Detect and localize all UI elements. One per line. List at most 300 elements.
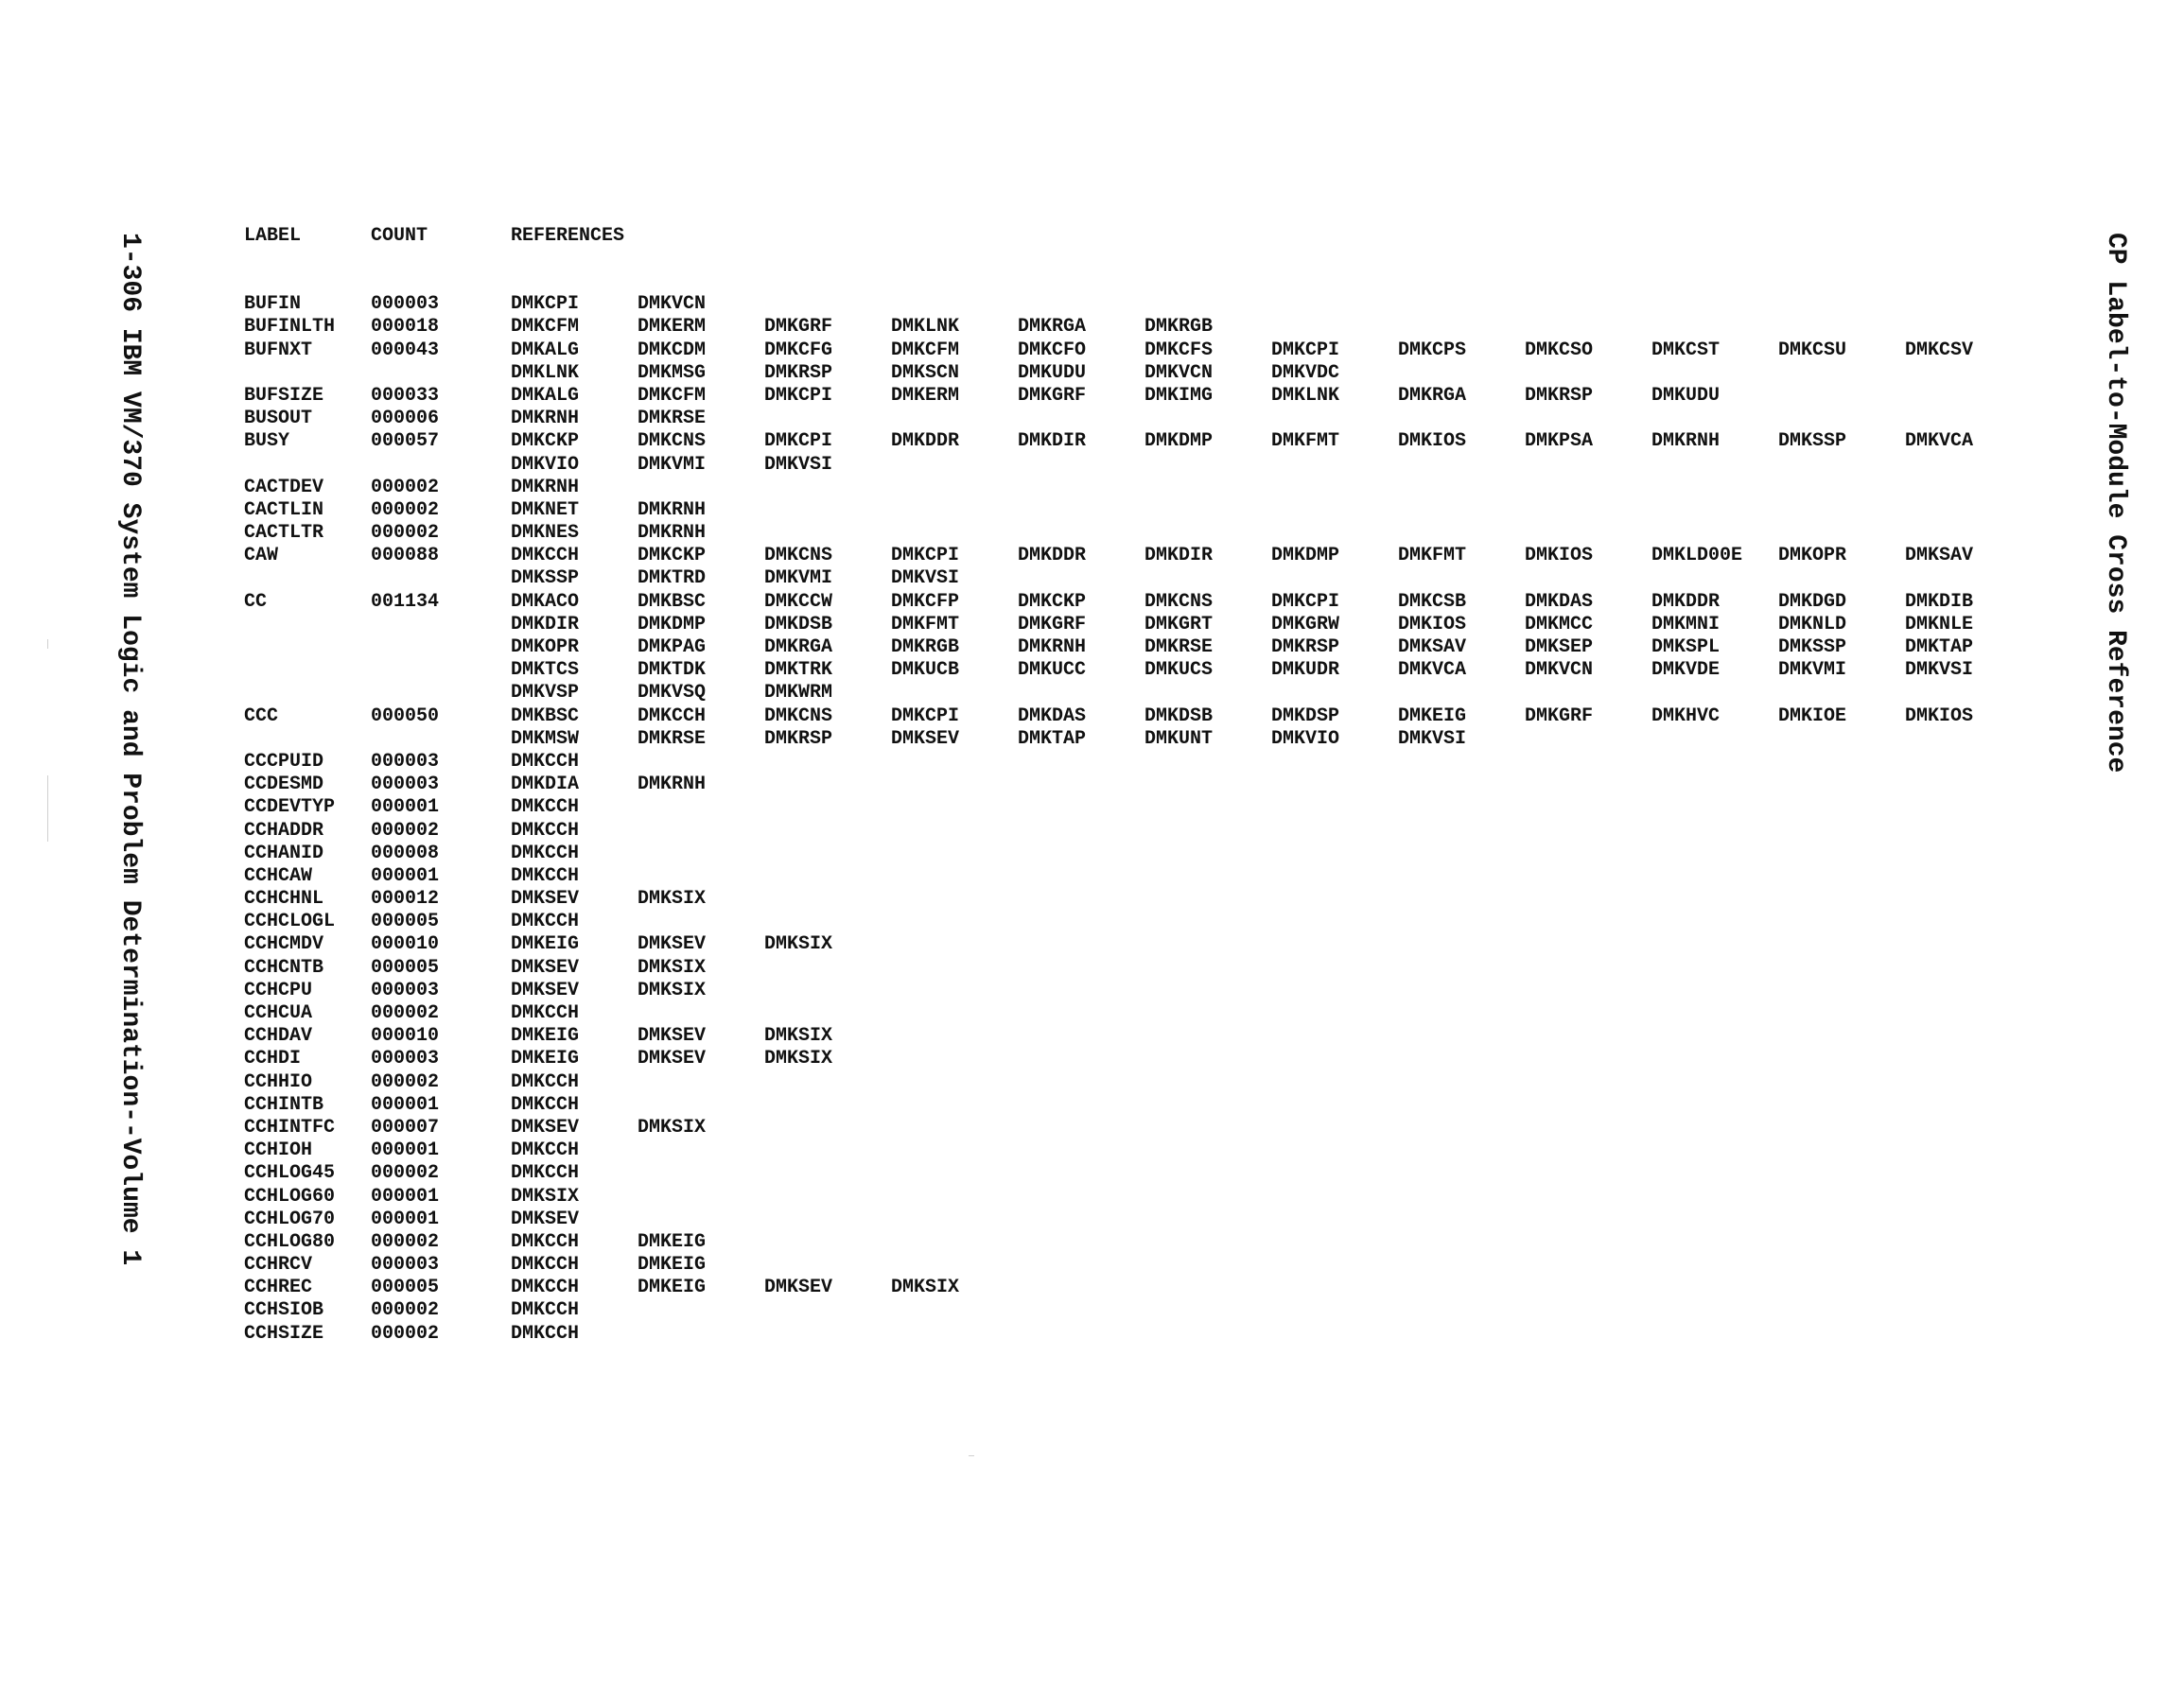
module-reference: DMKSIX xyxy=(638,1116,707,1139)
references-cell xyxy=(511,1094,638,1117)
references-cell xyxy=(511,316,1271,339)
label-cell: CCHSIOB xyxy=(244,1299,324,1322)
references-cell xyxy=(511,659,2032,682)
module-reference: DMKVSI xyxy=(891,567,960,590)
module-reference: DMKSIX xyxy=(638,888,707,911)
module-reference: DMKMSW xyxy=(511,727,580,750)
table-row xyxy=(244,1231,2032,1254)
module-reference: DMKMCC xyxy=(1525,613,1594,635)
label-cell: CCHRCV xyxy=(244,1254,313,1277)
module-reference: DMKEIG xyxy=(511,933,580,956)
module-reference: DMKCKP xyxy=(1018,590,1087,613)
table-row xyxy=(244,1209,2032,1231)
module-reference: DMKCSU xyxy=(1778,339,1847,361)
module-reference: DMKRNH xyxy=(1651,430,1721,453)
module-reference: DMKRNH xyxy=(511,476,580,498)
module-reference: DMKALG xyxy=(511,384,580,407)
references-cell xyxy=(511,1323,638,1346)
references-cell xyxy=(511,1117,764,1139)
module-reference: DMKGRF xyxy=(764,316,833,339)
module-reference: DMKSIX xyxy=(638,956,707,979)
label-column-header: LABEL xyxy=(244,225,302,247)
module-reference: DMKFMT xyxy=(1271,430,1340,453)
references-cell xyxy=(511,1048,891,1070)
references-cell xyxy=(511,1139,638,1162)
label-cell: BUFIN xyxy=(244,293,302,316)
table-row xyxy=(244,591,2032,614)
module-reference: DMKCNS xyxy=(764,704,833,727)
label-cell: CCHADDR xyxy=(244,819,324,842)
count-cell xyxy=(371,636,511,659)
label-cell: CCHHIO xyxy=(244,1070,313,1093)
module-reference: DMKSIX xyxy=(638,979,707,1001)
count-cell: 000003 xyxy=(371,1048,440,1070)
module-reference: DMKSEV xyxy=(511,1116,580,1139)
module-reference: DMKCDM xyxy=(638,339,707,361)
module-reference: DMKEIG xyxy=(638,1277,707,1299)
table-row xyxy=(244,408,2032,430)
module-reference: DMKEIG xyxy=(511,1025,580,1048)
module-reference: DMKGRT xyxy=(1144,613,1214,635)
count-cell xyxy=(371,567,511,590)
module-reference: DMKSSP xyxy=(1778,430,1847,453)
module-reference: DMKCPI xyxy=(764,430,833,453)
label-cell: BUFNXT xyxy=(244,339,313,361)
module-reference: DMKDIR xyxy=(511,613,580,635)
module-reference: DMKRGA xyxy=(1398,384,1467,407)
module-reference: DMKNLE xyxy=(1905,613,1974,635)
table-row xyxy=(244,682,2032,704)
module-reference: DMKCFM xyxy=(638,384,707,407)
module-reference: DMKSIX xyxy=(764,1048,833,1070)
module-reference: DMKDGD xyxy=(1778,590,1847,613)
module-reference: DMKSAV xyxy=(1905,545,1974,567)
module-reference: DMKTAP xyxy=(1018,727,1087,750)
label-cell: BUSY xyxy=(244,430,290,453)
label-cell xyxy=(244,567,371,590)
table-row xyxy=(244,1299,2032,1322)
label-cell: CACTLIN xyxy=(244,498,324,521)
module-reference: DMKNLD xyxy=(1778,613,1847,635)
module-reference: DMKSSP xyxy=(1778,636,1847,658)
count-cell: 000005 xyxy=(371,911,440,933)
module-reference: DMKCNS xyxy=(764,545,833,567)
module-reference: DMKDIB xyxy=(1905,590,1974,613)
references-cell xyxy=(511,362,1398,385)
references-cell xyxy=(511,1162,638,1185)
count-cell: 000018 xyxy=(371,316,440,339)
module-reference: DMKSEV xyxy=(511,979,580,1001)
module-reference: DMKCKP xyxy=(638,545,707,567)
module-reference: DMKCSO xyxy=(1525,339,1594,361)
module-reference: DMKTRK xyxy=(764,659,833,682)
module-reference: DMKRSP xyxy=(1525,384,1594,407)
module-reference: DMKSAV xyxy=(1398,636,1467,658)
module-reference: DMKACO xyxy=(511,590,580,613)
module-reference: DMKDMP xyxy=(638,613,707,635)
module-reference: DMKCCH xyxy=(511,1093,580,1116)
module-reference: DMKCFO xyxy=(1018,339,1087,361)
module-reference: DMKVMI xyxy=(764,567,833,590)
module-reference: DMKRNH xyxy=(511,408,580,430)
count-cell: 000005 xyxy=(371,956,440,979)
count-cell: 000001 xyxy=(371,1208,440,1230)
module-reference: DMKVDC xyxy=(1271,361,1340,384)
module-reference: DMKEIG xyxy=(511,1048,580,1070)
module-reference: DMKCCH xyxy=(511,1139,580,1162)
module-reference: DMKDDR xyxy=(891,430,960,453)
table-row xyxy=(244,522,2032,545)
count-cell: 000002 xyxy=(371,498,440,521)
count-cell: 000003 xyxy=(371,293,440,316)
count-cell: 000001 xyxy=(371,864,440,887)
module-reference: DMKCFM xyxy=(511,316,580,339)
count-cell: 000008 xyxy=(371,842,440,864)
table-row xyxy=(244,614,2032,636)
label-cell: CCHDI xyxy=(244,1048,302,1070)
table-row xyxy=(244,1254,2032,1277)
module-reference: DMKSEV xyxy=(638,1048,707,1070)
count-cell: 000002 xyxy=(371,1322,440,1345)
module-reference: DMKCCH xyxy=(511,1277,580,1299)
table-row xyxy=(244,316,2032,339)
references-cell xyxy=(511,1025,891,1048)
references-cell xyxy=(511,614,2032,636)
module-reference: DMKCFS xyxy=(1144,339,1214,361)
module-reference: DMKRSP xyxy=(1271,636,1340,658)
module-reference: DMKSIX xyxy=(764,1025,833,1048)
table-row xyxy=(244,477,2032,499)
label-cell xyxy=(244,728,371,751)
table-row xyxy=(244,865,2032,888)
table-row xyxy=(244,339,2032,362)
module-reference: DMKIMG xyxy=(1144,384,1214,407)
references-cell xyxy=(511,430,2032,453)
module-reference: DMKSEV xyxy=(891,727,960,750)
module-reference: DMKRGB xyxy=(1144,316,1214,339)
module-reference: DMKSSP xyxy=(511,567,580,590)
table-row xyxy=(244,980,2032,1002)
module-reference: DMKCCH xyxy=(511,1254,580,1277)
module-reference: DMKCNS xyxy=(1144,590,1214,613)
module-reference: DMKRSE xyxy=(1144,636,1214,658)
references-cell xyxy=(511,774,764,796)
module-reference: DMKRNH xyxy=(638,498,707,521)
module-reference: DMKCCH xyxy=(638,704,707,727)
module-reference: DMKSEV xyxy=(511,956,580,979)
count-cell: 000007 xyxy=(371,1116,440,1139)
label-cell: CCHANID xyxy=(244,842,324,864)
module-reference: DMKDAS xyxy=(1018,704,1087,727)
count-column-header: COUNT xyxy=(371,225,428,247)
module-reference: DMKIOE xyxy=(1778,704,1847,727)
label-cell xyxy=(244,636,371,659)
references-cell xyxy=(511,408,764,430)
cross-reference-table xyxy=(244,225,2032,1346)
module-reference: DMKVSI xyxy=(764,453,833,476)
label-cell: CCHIOH xyxy=(244,1139,313,1162)
count-cell: 000001 xyxy=(371,1185,440,1208)
module-reference: DMKVMI xyxy=(638,453,707,476)
label-cell: CCHLOG70 xyxy=(244,1208,336,1230)
module-reference: DMKUDR xyxy=(1271,659,1340,682)
module-reference: DMKUCS xyxy=(1144,659,1214,682)
module-reference: DMKCSB xyxy=(1398,590,1467,613)
label-cell: BUSOUT xyxy=(244,408,313,430)
table-row xyxy=(244,843,2032,865)
references-cell xyxy=(511,1254,764,1277)
references-cell xyxy=(511,1002,638,1025)
module-reference: DMKIOS xyxy=(1398,430,1467,453)
references-cell xyxy=(511,339,2032,362)
module-reference: DMKERM xyxy=(891,384,960,407)
label-cell: CC xyxy=(244,590,268,613)
table-row xyxy=(244,728,2032,751)
count-cell: 000002 xyxy=(371,522,440,545)
label-cell xyxy=(244,362,371,385)
module-reference: DMKCCH xyxy=(511,819,580,842)
references-cell xyxy=(511,865,638,888)
module-reference: DMKALG xyxy=(511,339,580,361)
count-cell: 000001 xyxy=(371,1093,440,1116)
table-row xyxy=(244,1186,2032,1209)
label-cell: CCDESMD xyxy=(244,774,324,796)
table-row xyxy=(244,636,2032,659)
module-reference: DMKDDR xyxy=(1651,590,1721,613)
module-reference: DMKRSP xyxy=(764,727,833,750)
module-reference: DMKVCN xyxy=(638,293,707,316)
table-row xyxy=(244,888,2032,911)
module-reference: DMKLNK xyxy=(1271,384,1340,407)
count-cell: 000012 xyxy=(371,888,440,911)
references-cell xyxy=(511,957,764,980)
module-reference: DMKTAP xyxy=(1905,636,1974,658)
module-reference: DMKTRD xyxy=(638,567,707,590)
references-cell xyxy=(511,567,1018,590)
module-reference: DMKLNK xyxy=(511,361,580,384)
count-cell: 000002 xyxy=(371,1299,440,1322)
module-reference: DMKBSC xyxy=(511,704,580,727)
label-cell: CACTDEV xyxy=(244,476,324,498)
label-cell: CCHDAV xyxy=(244,1025,313,1048)
module-reference: DMKCCH xyxy=(511,1299,580,1322)
module-reference: DMKSCN xyxy=(891,361,960,384)
module-reference: DMKVSI xyxy=(1398,727,1467,750)
module-reference: DMKCFM xyxy=(891,339,960,361)
table-row xyxy=(244,1139,2032,1162)
module-reference: DMKCSV xyxy=(1905,339,1974,361)
count-cell xyxy=(371,454,511,477)
label-cell: CCHSIZE xyxy=(244,1322,324,1345)
module-reference: DMKGRW xyxy=(1271,613,1340,635)
module-reference: DMKGRF xyxy=(1018,384,1087,407)
label-cell: CCHLOG80 xyxy=(244,1230,336,1253)
references-cell xyxy=(511,522,764,545)
module-reference: DMKCPI xyxy=(891,545,960,567)
module-reference: DMKCCH xyxy=(511,750,580,773)
references-cell xyxy=(511,499,764,522)
count-cell: 000010 xyxy=(371,933,440,956)
label-cell: BUFINLTH xyxy=(244,316,336,339)
module-reference: DMKRSP xyxy=(764,361,833,384)
module-reference: DMKTCS xyxy=(511,659,580,682)
module-reference: DMKDMP xyxy=(1144,430,1214,453)
module-reference: DMKUCC xyxy=(1018,659,1087,682)
label-cell: CCHCMDV xyxy=(244,933,324,956)
label-cell: CAW xyxy=(244,545,279,567)
module-reference: DMKCPI xyxy=(1271,590,1340,613)
module-reference: DMKVSP xyxy=(511,682,580,704)
count-cell: 000002 xyxy=(371,1002,440,1024)
label-cell xyxy=(244,454,371,477)
module-reference: DMKCST xyxy=(1651,339,1721,361)
references-cell xyxy=(511,980,764,1002)
module-reference: DMKDDR xyxy=(1018,545,1087,567)
module-reference: DMKHVC xyxy=(1651,704,1721,727)
table-row xyxy=(244,933,2032,956)
module-reference: DMKCCH xyxy=(511,1322,580,1345)
scan-speck xyxy=(969,1455,974,1456)
module-reference: DMKCPI xyxy=(764,384,833,407)
module-reference: DMKCPI xyxy=(511,293,580,316)
module-reference: DMKCCH xyxy=(511,545,580,567)
count-cell xyxy=(371,682,511,704)
module-reference: DMKCCH xyxy=(511,842,580,864)
module-reference: DMKGRF xyxy=(1525,704,1594,727)
count-cell: 000088 xyxy=(371,545,440,567)
table-row xyxy=(244,911,2032,933)
module-reference: DMKOPR xyxy=(511,636,580,658)
module-reference: DMKEIG xyxy=(638,1254,707,1277)
table-row xyxy=(244,1094,2032,1117)
label-cell: CCHREC xyxy=(244,1277,313,1299)
left-running-header: 1-306 IBM VM/370 System Logic and Problem Determination--Volume 1 xyxy=(115,233,145,1266)
label-cell: BUFSIZE xyxy=(244,384,324,407)
references-cell xyxy=(511,454,891,477)
module-reference: DMKSIX xyxy=(764,933,833,956)
label-cell: CCHCNTB xyxy=(244,956,324,979)
count-cell: 000006 xyxy=(371,408,440,430)
module-reference: DMKCCH xyxy=(511,911,580,933)
table-row xyxy=(244,1002,2032,1025)
module-reference: DMKLD00E xyxy=(1651,545,1743,567)
module-reference: DMKDIR xyxy=(1018,430,1087,453)
references-cell xyxy=(511,888,764,911)
count-cell: 000002 xyxy=(371,476,440,498)
module-reference: DMKNES xyxy=(511,522,580,545)
module-reference: DMKPSA xyxy=(1525,430,1594,453)
module-reference: DMKCCH xyxy=(511,1070,580,1093)
references-cell xyxy=(511,545,2032,567)
module-reference: DMKCCH xyxy=(511,864,580,887)
module-reference: DMKSIX xyxy=(891,1277,960,1299)
label-cell xyxy=(244,659,371,682)
count-cell: 000043 xyxy=(371,339,440,361)
table-row xyxy=(244,796,2032,819)
count-cell: 000002 xyxy=(371,1070,440,1093)
module-reference: DMKPAG xyxy=(638,636,707,658)
module-reference: DMKDSP xyxy=(1271,704,1340,727)
module-reference: DMKVCN xyxy=(1525,659,1594,682)
module-reference: DMKLNK xyxy=(891,316,960,339)
module-reference: DMKVCA xyxy=(1398,659,1467,682)
table-row xyxy=(244,454,2032,477)
table-row xyxy=(244,430,2032,453)
module-reference: DMKNET xyxy=(511,498,580,521)
table-row xyxy=(244,1048,2032,1070)
module-reference: DMKMSG xyxy=(638,361,707,384)
module-reference: DMKFMT xyxy=(1398,545,1467,567)
module-reference: DMKVCA xyxy=(1905,430,1974,453)
label-cell: CCHLOG60 xyxy=(244,1185,336,1208)
count-cell xyxy=(371,614,511,636)
module-reference: DMKOPR xyxy=(1778,545,1847,567)
module-reference: DMKSIX xyxy=(511,1185,580,1208)
label-cell xyxy=(244,614,371,636)
table-row xyxy=(244,362,2032,385)
module-reference: DMKRSE xyxy=(638,727,707,750)
module-reference: DMKRGA xyxy=(1018,316,1087,339)
module-reference: DMKUDU xyxy=(1651,384,1721,407)
label-cell: CACTLTR xyxy=(244,522,324,545)
count-cell: 000001 xyxy=(371,796,440,819)
module-reference: DMKRGA xyxy=(764,636,833,658)
module-reference: DMKSEP xyxy=(1525,636,1594,658)
count-cell: 000002 xyxy=(371,1162,440,1185)
module-reference: DMKVIO xyxy=(511,453,580,476)
label-cell: CCC xyxy=(244,704,279,727)
module-reference: DMKVCN xyxy=(1144,361,1214,384)
references-cell xyxy=(511,911,638,933)
count-cell: 000003 xyxy=(371,750,440,773)
table-row xyxy=(244,705,2032,728)
module-reference: DMKVSQ xyxy=(638,682,707,704)
module-reference: DMKDIA xyxy=(511,774,580,796)
module-reference: DMKIOS xyxy=(1905,704,1974,727)
count-cell xyxy=(371,362,511,385)
module-reference: DMKSEV xyxy=(638,933,707,956)
references-cell xyxy=(511,843,638,865)
module-reference: DMKUNT xyxy=(1144,727,1214,750)
references-cell xyxy=(511,728,1525,751)
label-cell: CCHCHNL xyxy=(244,888,324,911)
scan-speck xyxy=(47,639,48,649)
module-reference: DMKCPI xyxy=(1271,339,1340,361)
label-cell: CCDEVTYP xyxy=(244,796,336,819)
module-reference: DMKFMT xyxy=(891,613,960,635)
count-cell: 000003 xyxy=(371,979,440,1001)
module-reference: DMKGRF xyxy=(1018,613,1087,635)
module-reference: DMKIOS xyxy=(1525,545,1594,567)
module-reference: DMKCCH xyxy=(511,1230,580,1253)
references-cell xyxy=(511,820,638,843)
module-reference: DMKVIO xyxy=(1271,727,1340,750)
module-reference: DMKDSB xyxy=(764,613,833,635)
count-cell: 000050 xyxy=(371,704,440,727)
module-reference: DMKSEV xyxy=(764,1277,833,1299)
references-cell xyxy=(511,1277,1018,1299)
label-cell: CCHCUA xyxy=(244,1002,313,1024)
references-cell xyxy=(511,477,638,499)
module-reference: DMKCNS xyxy=(638,430,707,453)
references-cell xyxy=(511,591,2032,614)
module-reference: DMKRNH xyxy=(1018,636,1087,658)
count-cell: 000002 xyxy=(371,1230,440,1253)
table-row xyxy=(244,1071,2032,1094)
label-cell: CCHCLOGL xyxy=(244,911,336,933)
label-cell: CCHCAW xyxy=(244,864,313,887)
references-cell xyxy=(511,1071,638,1094)
